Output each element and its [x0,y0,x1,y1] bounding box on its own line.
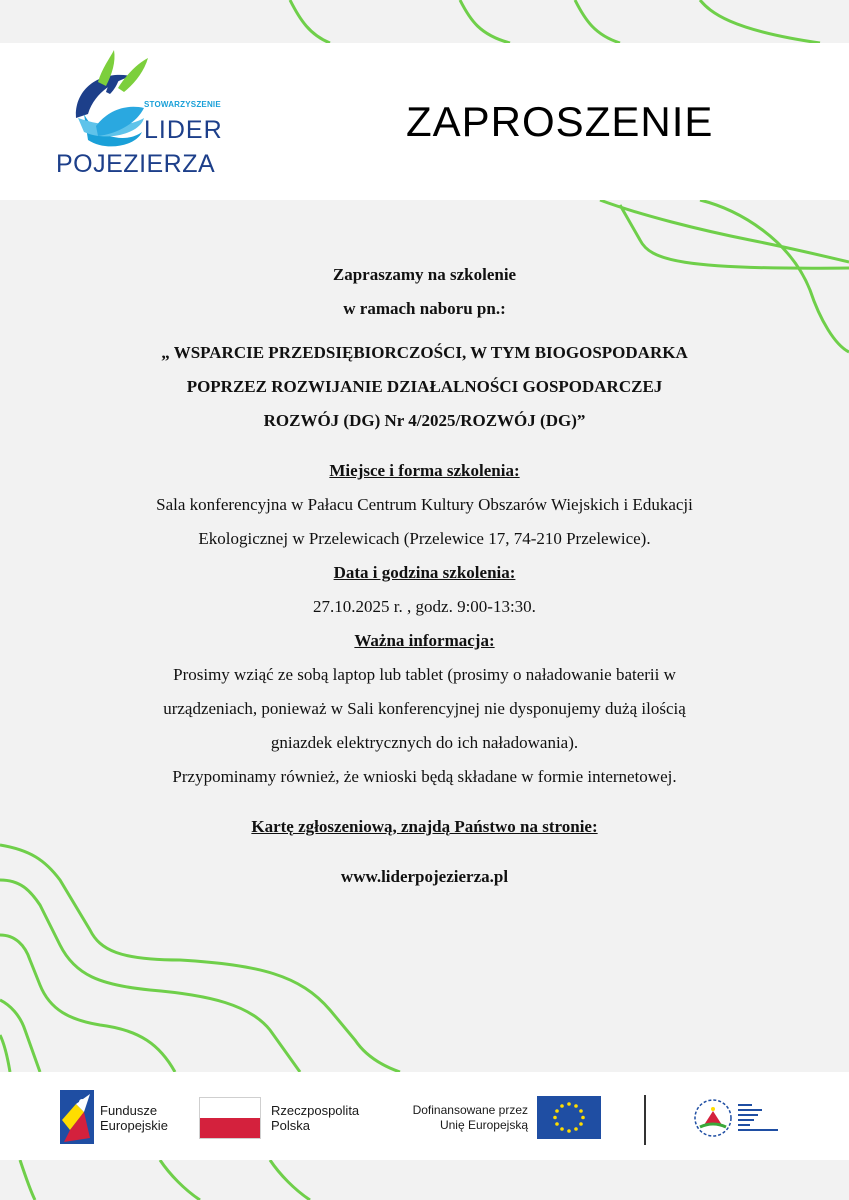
info-heading: Ważna informacja: [354,631,495,650]
logo-subtitle: STOWARZYSZENIE [144,100,221,109]
page-title: ZAPROSZENIE [406,98,714,145]
form-heading: Kartę zgłoszeniową, znajdą Państwo na stronie: [251,817,598,836]
place-line-1: Sala konferencyjna w Pałacu Centrum Kultury Obszarów Wiejskich i Edukacji [156,495,693,514]
logo-name-pojezierza: POJEZIERZA [56,150,216,178]
polish-flag-icon [199,1097,261,1139]
place-heading: Miejsce i forma szkolenia: [329,461,520,480]
lgd-emblem-icon [692,1097,734,1139]
intro-line-1: Zapraszamy na szkolenie [332,265,517,284]
intro-line-2: w ramach naboru pn.: [343,299,506,318]
info-line-3: gniazdek elektrycznych do ich naładowania). [270,733,579,752]
invitation-content [0,258,849,894]
footer-divider [644,1095,646,1145]
program-line-1: „ WSPARCIE PRZEDSIĘBIORCZOŚCI, W TYM BIOGOSPODARKA [161,343,688,362]
info-line-1: Prosimy wziąć ze sobą laptop lub tablet (prosimy o naładowanie baterii w [173,665,676,684]
date-value: 27.10.2025 r. , godz. 9:00-13:30. [313,597,536,616]
fe-label: Fundusze Europejskie [100,1103,168,1133]
program-line-3: ROZWÓJ (DG) Nr 4/2025/ROZWÓJ (DG)” [263,411,586,430]
place-line-2: Ekologicznej w Przelewicach (Przelewice 17, 74-210 Przelewice). [198,529,651,548]
info-line-2: urządzeniach, ponieważ w Sali konferencyjnej nie dysponujemy dużą ilością [163,699,686,718]
fundusze-europejskie-icon [60,1090,94,1144]
website-link[interactable]: www.liderpojezierza.pl [340,867,509,886]
lgd-emblem-caption-icon [738,1100,782,1138]
date-heading: Data i godzina szkolenia: [333,563,516,582]
program-line-2: POPRZEZ ROZWIJANIE DZIAŁALNOŚCI GOSPODARCZEJ [186,377,663,396]
logo-name-lider: LIDER [144,116,223,144]
rp-label: Rzeczpospolita Polska [271,1103,360,1133]
info-line-4: Przypominamy również, że wnioski będą składane w formie internetowej. [172,767,677,786]
eu-flag-icon [537,1096,601,1139]
eu-label: Dofinansowane przez Unię Europejską [412,1103,528,1132]
